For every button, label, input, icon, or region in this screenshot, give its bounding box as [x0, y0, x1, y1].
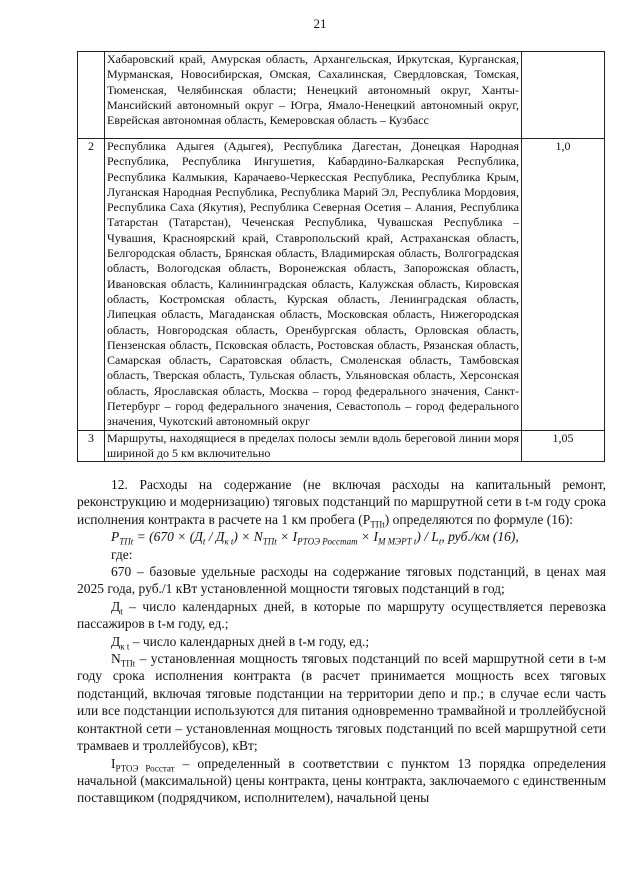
table-row: [78, 139, 605, 431]
row-coefficient: 1,0: [522, 139, 605, 431]
definition-irtoe: $I_{РТОЭ Росстат}$ – определенный в соответствии с пунктом 13 порядка определения начальной (максимальной) цены контракта, цены контракта, заключаемого с единственным поставщиком (подрядчиком, исполнителем), начальной цены: [77, 755, 607, 806]
row-regions: Республика Адыгея (Адыгея), Республика Дагестан, Донецкая Народная Республика, Республика Ингушетия, Кабардино-Балкарская Республика, Республика Калмыкия, Карачаево-Черкесская Республика, Республика Крым, Луганская Народная Республика, Республика Марий Эл, Республика Мордовия, Республика Саха (Якутия), Республика Северная Осетия – Алания, Республика Татарстан (Татарстан), Чеченская Республика, Чувашская Республика – Чувашия, Красноярский край, Ставропольский край, Астраханская область, Белгородская область, Брянская область, Владимирская область, Волгоградская область, Вологодская область, Воронежская область, Запорожская область, Ивановская область, Калининградская область, Калужская область, Кировская область, Костромская область, Курская область, Ленинградская область, Липецкая область, Магаданская область, Московская область, Нижегородская область, Новгородская область, Оренбургская область, Орловская область, Пензенская область, Псковская область, Ростовская область, Рязанская область, Самарская область, Саратовская область, Смоленская область, Тамбовская область, Тверская область, Тульская область, Ульяновская область, Херсонская область, Ярославская область, Москва – город федерального значения, Санкт-Петербург – город федерального значения, Севастополь – город федерального значения, Чукотский автономный округ: [105, 139, 522, 431]
row-coefficient: 1,05: [522, 430, 605, 462]
table-row: [78, 430, 605, 462]
table-row: [78, 52, 605, 139]
row-number: 2: [78, 139, 105, 431]
definition-ntpt: $N_{ТПt}$ – установленная мощность тяговых подстанций по всей маршрутной сети в t-м году срока исполнения контракта (в расчет принимается мощность всех тяговых подстанций, включая тяговые подстанции на территории депо и пр.; в случае если часть или все подстанции используются для питания одновременно трамвайной и троллейбусной контактной сети – установленная мощность тяговых подстанций по всей маршрутной сети трамваев и троллейбусов), кВт;: [77, 651, 606, 754]
page-number: 21: [313, 16, 327, 31]
where-label: где:: [111, 546, 133, 562]
paragraph-12: 12. Расходы на содержание (не включая расходы на капитальный ремонт, реконструкцию и модернизацию) тяговых подстанций по маршрутной сети в t-м году срока исполнения контракта в расчете на 1 км пробега $(P_{ТПt})$ определяются по формуле (16):: [77, 477, 606, 530]
row-number: 3: [78, 430, 105, 462]
row-coefficient: [522, 52, 605, 139]
definition-dt: $Д_t$ – число календарных дней, в которые по маршруту осуществляется перевозка пассажиров в t-м году, ед.;: [77, 598, 606, 632]
body-text: [77, 476, 606, 807]
row-number: [78, 52, 105, 139]
formula-16: $P_{ТПt} = (670 \times (Д_t / Д_{к t}) \times N_{ТПt} \times I_{РТОЭ Росстат} \times I_{М МЭРТ t}) / L_t$, руб./км (16),: [111, 529, 519, 547]
row-regions: Хабаровский край, Амурская область, Архангельская, Иркутская, Курганская, Мурманская, Новосибирская, Омская, Сахалинская, Свердловская, Томская, Тюменская, Челябинская области; Ненецкий автономный округ, Ханты-Мансийский автономный округ – Югра, Ямало-Ненецкий автономный округ, Еврейская автономная область, Кемеровская область – Кузбасс: [105, 52, 522, 139]
row-regions: Маршруты, находящиеся в пределах полосы земли вдоль береговой линии моря шириной до 5 км включительно: [105, 430, 522, 462]
definition-670: 670 – базовые удельные расходы на содержание тяговых подстанций, в ценах мая 2025 года, руб./1 кВт установленной мощности тяговых подстанций в год;: [77, 564, 606, 597]
definition-dkt: $Д_{к t}$ – число календарных дней в t-м году, ед.;: [111, 633, 370, 652]
regions-coefficient-table: [77, 51, 605, 462]
